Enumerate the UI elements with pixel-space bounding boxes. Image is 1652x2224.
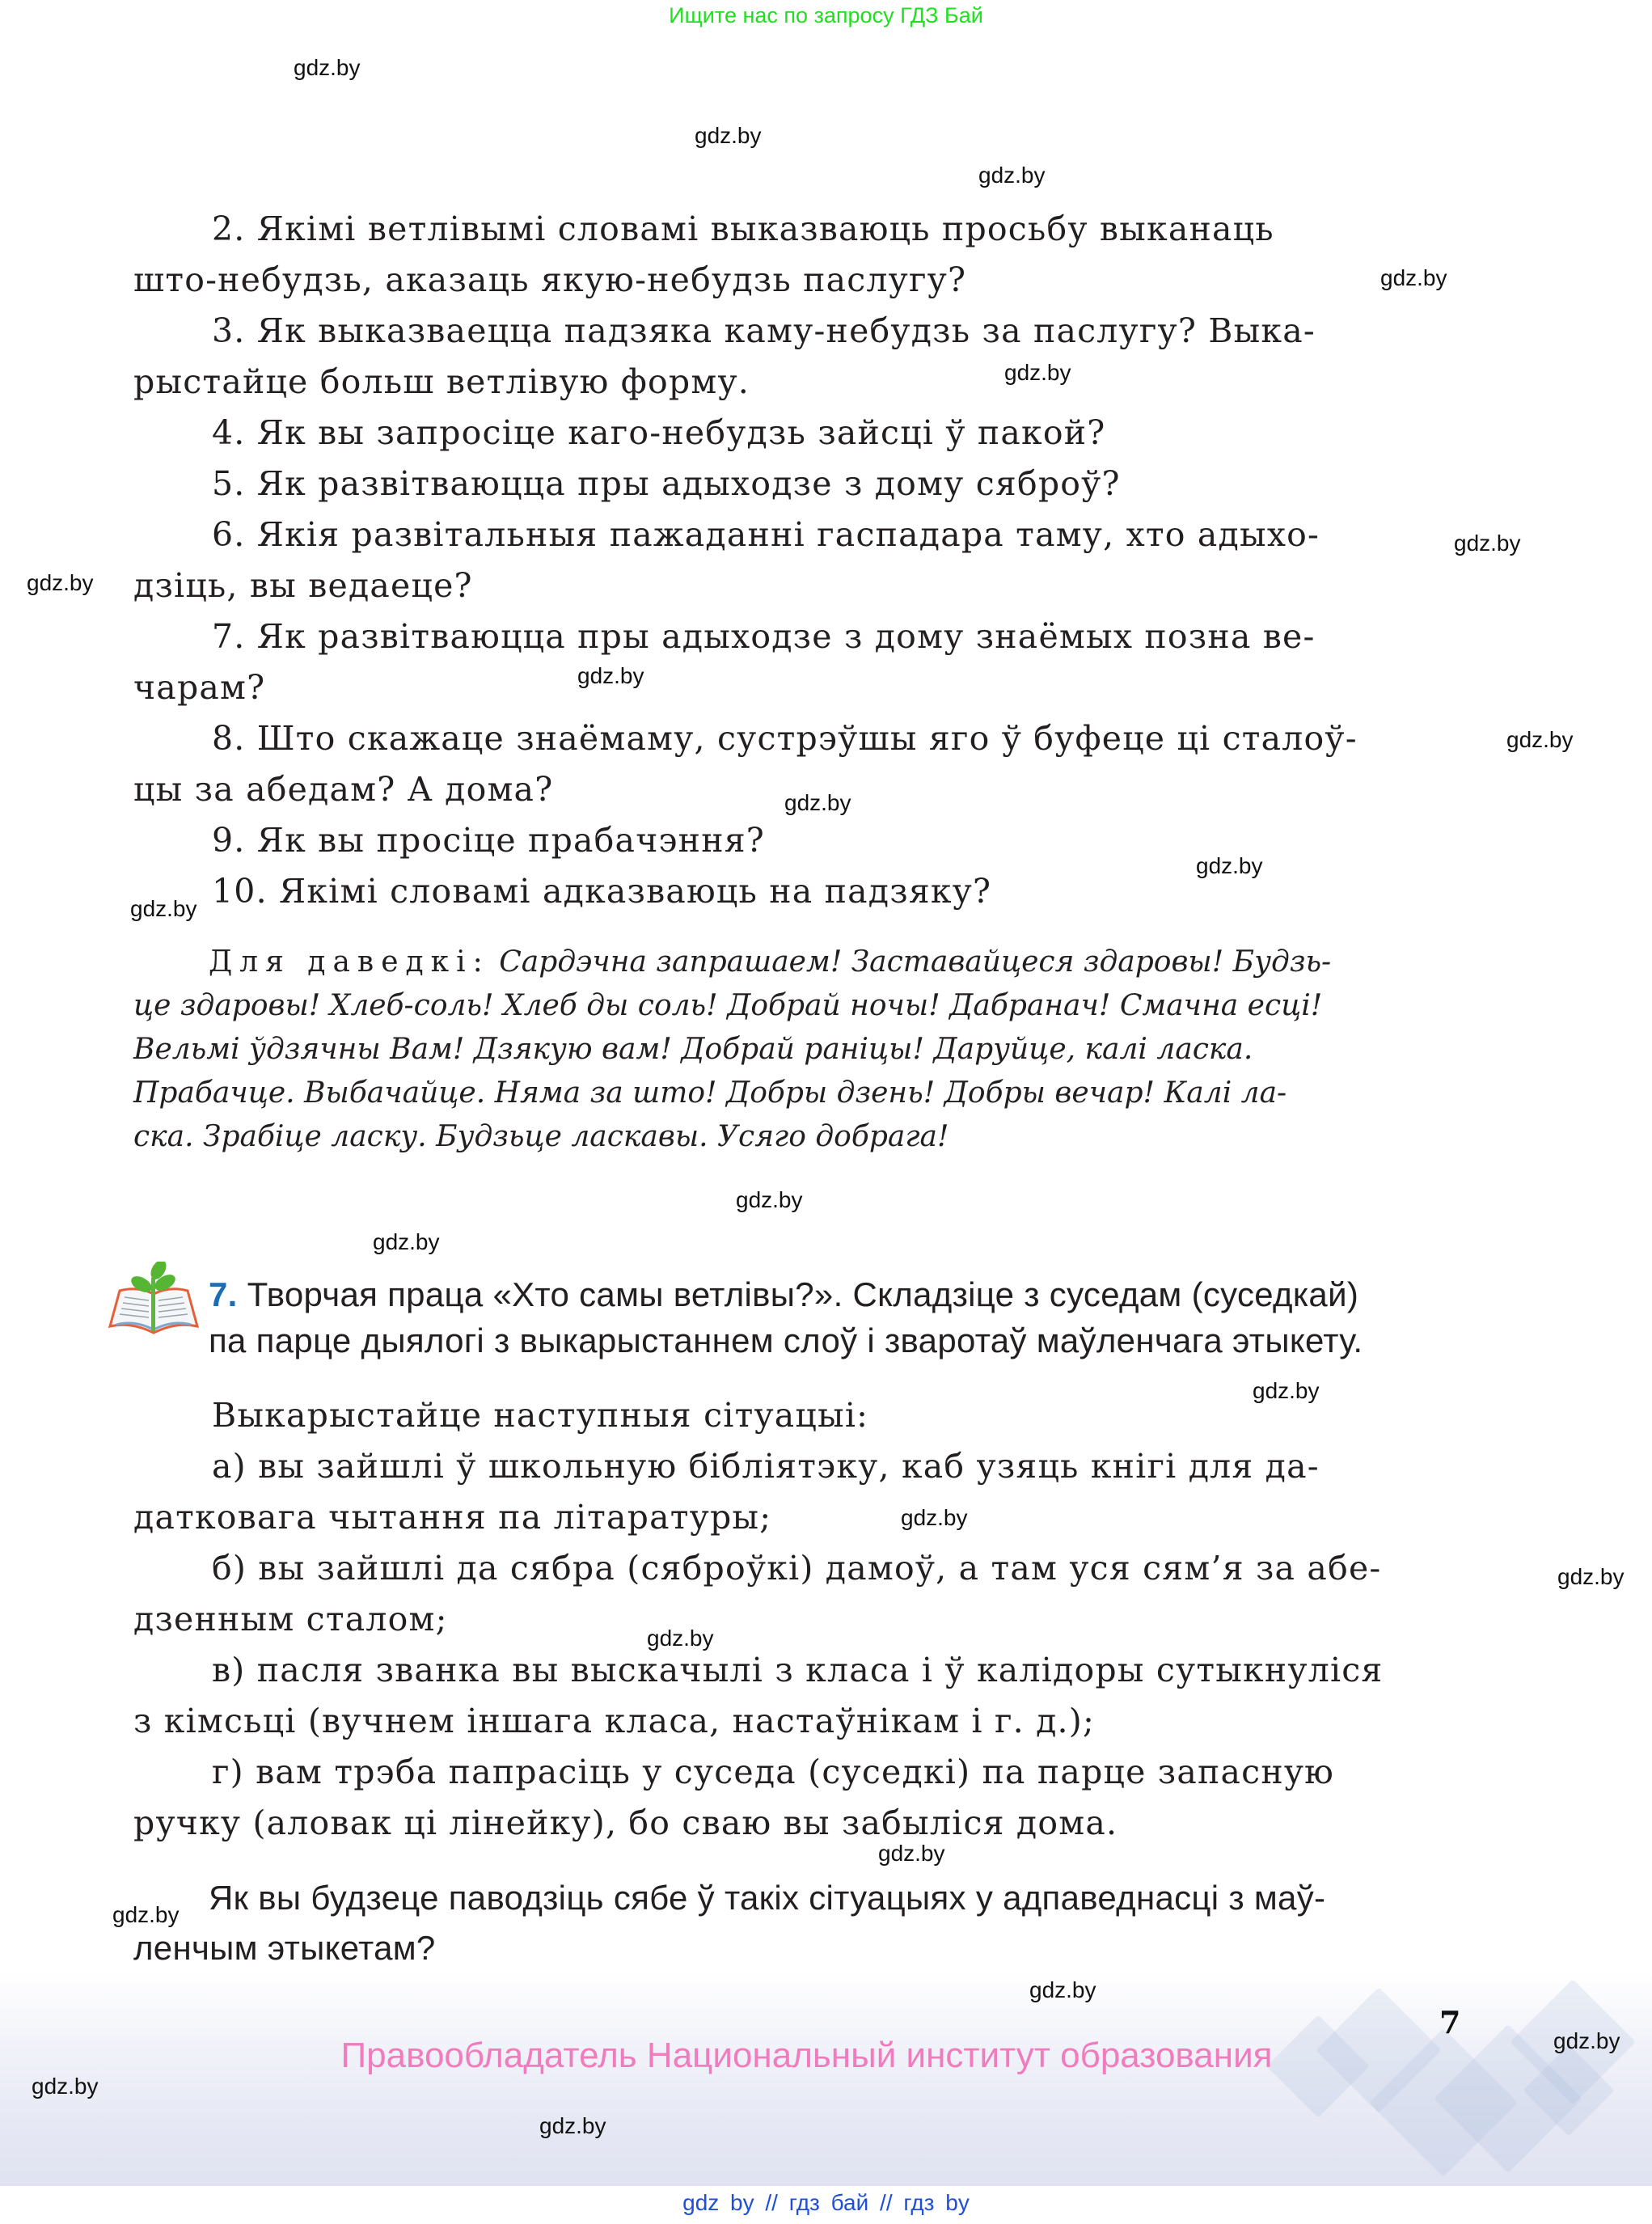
watermark: gdz.by: [978, 163, 1046, 188]
question-5: 5. Як развітваюцца пры адыходзе з дому сяброў?: [212, 464, 1121, 503]
situation-a-line-1: а) вы зайшлі ў школьную бібліятэку, каб узяць кнігі для да-: [212, 1447, 1320, 1486]
question-6-line-1: 6. Якія развітальныя пажаданні гаспадара таму, хто адыхо-: [212, 515, 1320, 554]
question-8-line-1: 8. Што скажаце знаёмаму, сустрэўшы яго ў буфеце ці сталоў-: [212, 719, 1358, 758]
reference-line-3: Вельмі ўдзячны Вам! Дзякую вам! Добрай раніцы! Даруйце, калі ласка.: [133, 1033, 1253, 1066]
watermark: gdz.by: [1506, 727, 1574, 752]
question-7-line-2: чарам?: [133, 668, 266, 707]
watermark: gdz.by: [1253, 1378, 1320, 1403]
watermark: gdz.by: [695, 123, 762, 148]
watermark: gdz.by: [1004, 360, 1071, 385]
reference-line-4: Прабачце. Выбачайце. Няма за што! Добры дзень! Добры вечар! Калі ла-: [133, 1076, 1287, 1110]
watermark: gdz.by: [27, 570, 94, 595]
situation-v-line-2: з кімсьці (вучнем іншага класа, настаўнікам і г. д.);: [133, 1702, 1095, 1740]
watermark: gdz.by: [577, 663, 644, 688]
task-7-intro: Выкарыстайце наступныя сітуацыі:: [212, 1396, 869, 1435]
book-sprout-icon: [105, 1262, 202, 1342]
question-2-line-2: што-небудзь, аказаць якую-небудзь паслугу?: [133, 260, 967, 299]
watermark: gdz.by: [784, 790, 851, 815]
copyright-notice: [0, 2036, 1652, 2076]
watermark: gdz.by: [1196, 853, 1263, 878]
task-7-question-line-2: ленчым этыкетам?: [133, 1929, 436, 1967]
watermark: gdz.by: [1454, 531, 1521, 556]
task-7-heading-line-1: [209, 1275, 1359, 1313]
question-9: 9. Як вы просіце прабачэння?: [212, 821, 765, 860]
situation-b-line-1: б) вы зайшлі да сябра (сяброўкі) дамоў, а там уся сям’я за абе-: [212, 1549, 1382, 1588]
question-8-line-2: цы за абедам? А дома?: [133, 770, 554, 809]
reference-text-1: Сардэчна запрашаем! Заставайцеся здаровы! Будзь-: [499, 945, 1332, 979]
watermark: gdz.by: [112, 1902, 180, 1927]
task-7-title: Творчая праца «Хто самы ветлівы?». Складзіце з суседам (суседкай): [247, 1275, 1359, 1313]
question-6-line-2: дзіць, вы ведаеце?: [133, 566, 473, 605]
question-2-line-1: 2. Якімі ветлівымі словамі выказваюць просьбу выканаць: [212, 209, 1274, 248]
footer-band: [0, 1973, 1652, 2186]
question-3-line-1: 3. Як выказваецца падзяка каму-небудзь за паслугу? Выка-: [212, 311, 1316, 350]
watermark: gdz.by: [1553, 2028, 1620, 2053]
situation-g-line-1: г) вам трэба папрасіць у суседа (суседкі) па парце запасную: [212, 1753, 1335, 1791]
task-7-question-line-1: Як вы будзеце паводзіць сябе ў такіх сітуацыях у адпаведнасці з маў-: [209, 1879, 1326, 1917]
page-number: 7: [1439, 2004, 1461, 2040]
watermark: gdz.by: [1557, 1564, 1625, 1589]
task-7-heading-line-2: па парце дыялогі з выкарыстаннем слоў і зваротаў маўленчага этыкету.: [209, 1321, 1363, 1359]
watermark: gdz.by: [130, 896, 197, 921]
watermark: gdz.by: [1380, 265, 1447, 290]
watermark: gdz.by: [294, 55, 361, 80]
question-7-line-1: 7. Як развітваюцца пры адыходзе з дому знаёмых позна ве-: [212, 617, 1316, 656]
reference-label: Для даведкі:: [209, 945, 490, 979]
question-3-line-2: рыстайце больш ветлівую форму.: [133, 362, 750, 401]
top-banner[interactable]: Ищите нас по запросу ГДЗ Бай: [669, 3, 983, 27]
situation-v-line-1: в) пасля званка вы выскачылі з класа і ў калідоры сутыкнуліся: [212, 1651, 1384, 1689]
watermark: gdz.by: [647, 1626, 714, 1651]
reference-line-2: це здаровы! Хлеб-соль! Хлеб ды соль! Добрай ночы! Дабранач! Смачна есці!: [133, 989, 1323, 1022]
situation-b-line-2: дзенным сталом;: [133, 1600, 448, 1638]
reference-line-1: [209, 945, 1332, 979]
watermark: gdz.by: [373, 1229, 440, 1254]
watermark: gdz.by: [539, 2113, 606, 2138]
watermark: gdz.by: [1029, 1977, 1096, 2002]
watermark: gdz.by: [901, 1505, 968, 1530]
situation-a-line-2: датковага чытання па літаратуры;: [133, 1498, 772, 1537]
situation-g-line-2: ручку (аловак ці лінейку), бо сваю вы забыліся дома.: [133, 1803, 1118, 1842]
copyright-text: Правообладатель Национальный институт образования: [340, 2036, 1273, 2075]
watermark: gdz.by: [878, 1841, 945, 1866]
watermark: gdz.by: [736, 1187, 803, 1212]
reference-line-5: ска. Зрабіце ласку. Будзьце ласкавы. Усяго добрага!: [133, 1120, 949, 1153]
watermark: gdz.by: [32, 2074, 99, 2099]
question-10: 10. Якімі словамі адказваюць на падзяку?: [212, 872, 992, 911]
task-number: 7.: [209, 1275, 238, 1313]
footer-links[interactable]: gdz by // гдз бай // гдз by: [682, 2190, 970, 2215]
question-4: 4. Як вы запросіце каго-небудзь зайсці ў пакой?: [212, 413, 1106, 452]
